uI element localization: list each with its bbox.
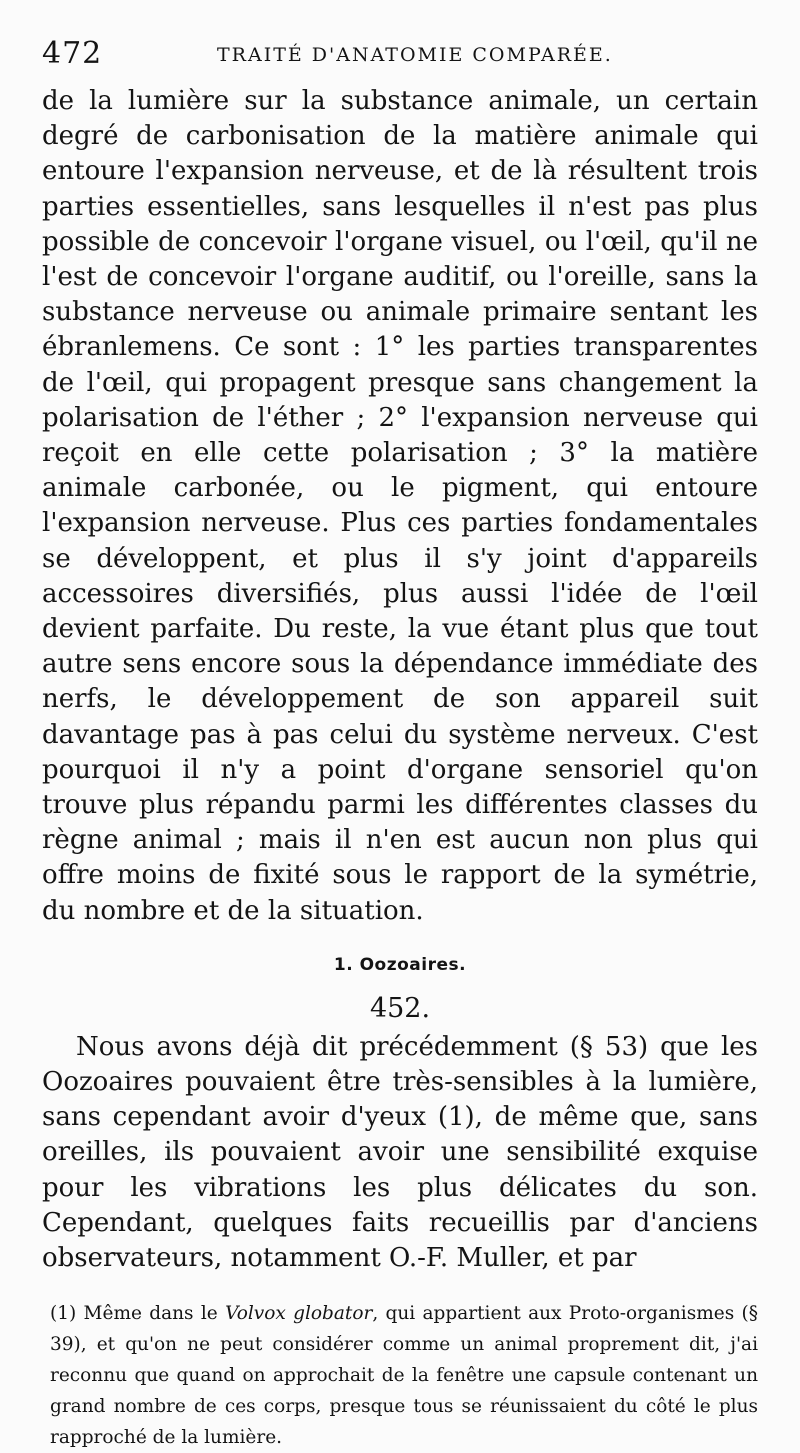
footnote-text-after: , qui appartient aux Proto-organismes (§ 39), et qu'on ne peut considérer comme un animal proprement dit, j'ai reconnu que quand on approchait de la fenêtre une capsule contenant un grand nombre de ces corps, presque tous se réunissaient du côté le plus rapproché de la lumière. bbox=[50, 1303, 758, 1449]
footnote-marker: (1) bbox=[50, 1303, 77, 1325]
paragraph-452: Nous avons déjà dit précédemment (§ 53) que les Oozoaires pouvaient être très-sensibles à la lumière, sans cependant avoir d'yeux (1), de même que, sans oreilles, ils pouvaient avoir une sensibilité exquise pour les vibrations les plus délicates du son. Cependant, quelques faits recueillis par d'anciens observateurs, notamment O.-F. Muller, et par bbox=[42, 1031, 758, 1274]
footnote-text-before: Même dans le bbox=[83, 1303, 218, 1325]
paragraph-number: 452. bbox=[369, 992, 431, 1024]
footnote-species-name: Volvox globator bbox=[225, 1303, 373, 1325]
page-header bbox=[42, 30, 758, 84]
page-number: 472 bbox=[42, 36, 103, 71]
body-text bbox=[42, 84, 758, 1276]
running-head: TRAITÉ D'ANATOMIE COMPARÉE. bbox=[217, 44, 613, 66]
footnote bbox=[42, 1298, 758, 1453]
section-title: 1. Oozoaires. bbox=[333, 954, 467, 975]
paragraph-continued: de la lumière sur la substance animale, un certain degré de carbonisation de la matière animale qui entoure l'expansion nerveuse, et de là résultent trois parties essentielles, sans lesquelles il n'est pas plus possible de concevoir l'organe visuel, ou l'œil, qu'il ne l'est de concevoir l'organe auditif, ou l'oreille, sans la substance nerveuse ou animale primaire sentant les ébranlemens. Ce sont : 1° les parties transparentes de l'œil, qui propagent presque sans changement la polarisation de l'éther ; 2° l'expansion nerveuse qui reçoit en elle cette polarisation ; 3° la matière animale carbonée, ou le pigment, qui entoure l'expansion nerveuse. Plus ces parties fondamentales se développent, et plus il s'y joint d'appareils accessoires diversifiés, plus aussi l'idée de l'œil devient parfaite. Du reste, la vue étant plus que tout autre sens encore sous la dépendance immédiate des nerfs, le développement de son appareil suit davantage pas à pas celui du système nerveux. C'est pourquoi il n'y a point d'organe sensoriel qu'on trouve plus répandu parmi les différentes classes du règne animal ; mais il n'en est aucun non plus qui offre moins de fixité sous le rapport de la symétrie, du nombre et de la situation. bbox=[42, 86, 758, 926]
